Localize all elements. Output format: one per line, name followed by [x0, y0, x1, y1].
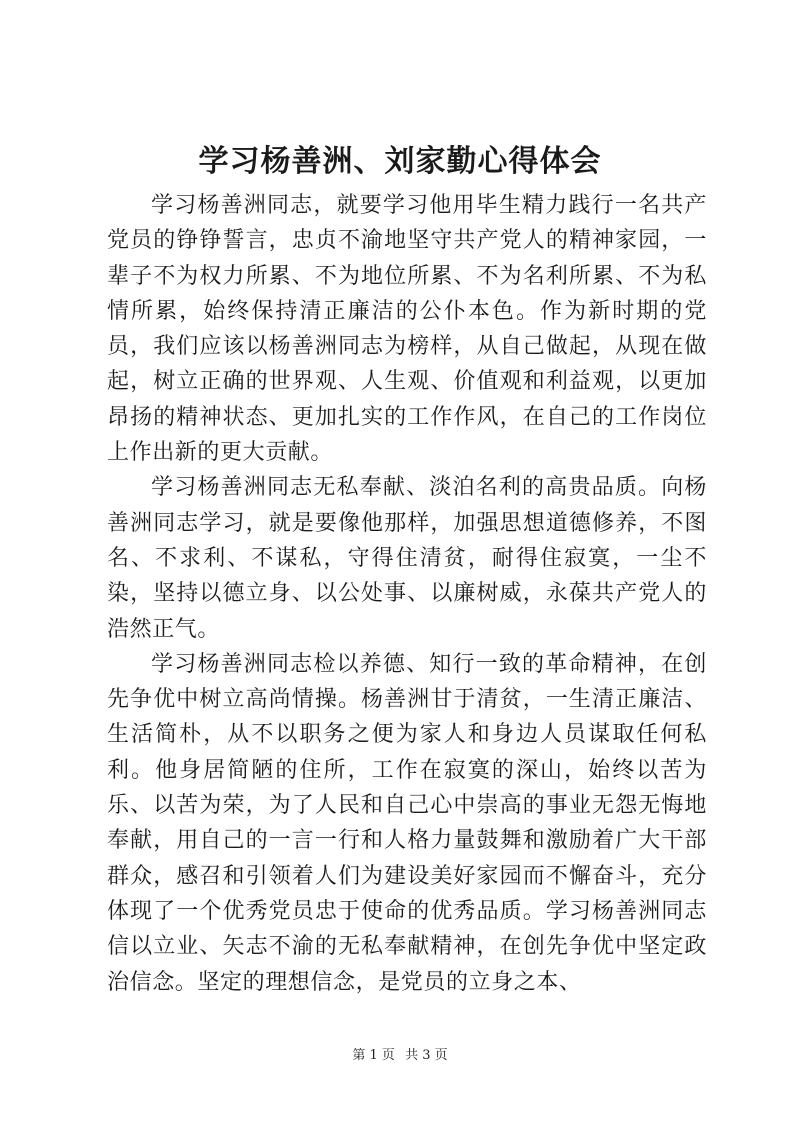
document-title: 学习杨善洲、刘家勤心得体会	[198, 144, 602, 179]
paragraph-2: 学习杨善洲同志无私奉献、淡泊名利的高贵品质。向杨善洲同志学习，就是要像他那样，加强思想道德修养，不图名、不求利、不谋私，守得住清贫，耐得住寂寞，一尘不染，坚持以德立身、以公处事、以廉树威，永葆共产党人的浩然正气。	[107, 475, 707, 642]
page-number: 第 1 页	[352, 1048, 395, 1063]
page-footer	[0, 1047, 800, 1065]
paragraph-3: 学习杨善洲同志检以养德、知行一致的革命精神，在创先争优中树立高尚情操。杨善洲甘于清贫，一生清正廉洁、生活简朴，从不以职务之便为家人和身边人员谋取任何私利。他身居简陋的住所，工作在寂寞的深山，始终以苦为乐、以苦为荣，为了人民和自己心中崇高的事业无怨无悔地奉献，用自己的一言一行和人格力量鼓舞和激励着广大干部群众，感召和引领着人们为建设美好家园而不懈奋斗，充分体现了一个优秀党员忠于使命的优秀品质。学习杨善洲同志信以立业、矢志不渝的无私奉献精神，在创先争优中坚定政治信念。坚定的理想信念，是党员的立身之本、	[107, 651, 707, 995]
paragraph-1: 学习杨善洲同志，就要学习他用毕生精力践行一名共产党员的铮铮誓言，忠贞不渝地坚守共产党人的精神家园，一辈子不为权力所累、不为地位所累、不为名利所累、不为私情所累，始终保持清正廉洁的公仆本色。作为新时期的党员，我们应该以杨善洲同志为榜样，从自己做起，从现在做起，树立正确的世界观、人生观、价值观和利益观，以更加昂扬的精神状态、更加扎实的工作作风，在自己的工作岗位上作出新的更大贡献。	[107, 193, 707, 466]
page-total: 共 3 页	[405, 1048, 448, 1063]
document-body	[107, 188, 707, 1000]
